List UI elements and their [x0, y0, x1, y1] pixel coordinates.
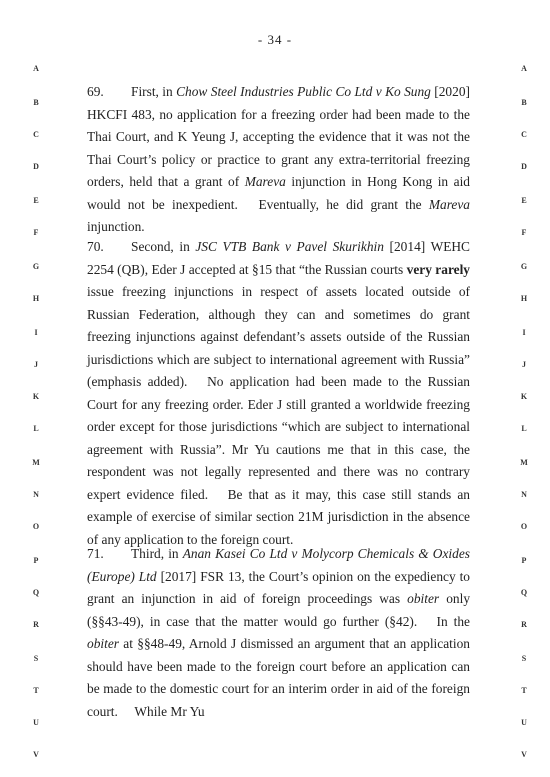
paragraph-text: injunction. — [87, 219, 145, 234]
right-margin-letter: U — [521, 718, 527, 727]
paragraph-text: [2014] WEHC 2254 (QB), Eder J accepted at §15 that “the Russian courts — [87, 239, 470, 277]
paragraph-number: 70. — [87, 239, 104, 254]
paragraph-text: injunction in Hong Kong in aid would not be inexpedient. Eventually, he did grant the — [87, 174, 470, 212]
case-name-italic: Chow Steel Industries Public Co Ltd v Ko Sung — [176, 84, 431, 99]
left-margin-letter: I — [34, 328, 38, 337]
case-name-italic: Anan Kasei Co Ltd v Molycorp Chemicals & Oxides (Europe) Ltd — [87, 546, 470, 584]
paragraph-71 — [87, 543, 470, 723]
left-margin-letter: S — [33, 654, 39, 663]
left-margin-letter: K — [32, 392, 40, 401]
case-name-italic: Mareva — [428, 196, 470, 212]
left-margin-letter: N — [33, 490, 39, 499]
case-name-italic: obiter — [407, 591, 440, 606]
paragraph-number: 71. — [87, 546, 104, 561]
right-margin-letter: E — [521, 196, 527, 205]
right-margin-letter: D — [521, 162, 527, 171]
paragraph-text: [2017] FSR 13, the Court’s opinion on the expediency to grant an injunction in aid of foreign proceedings was — [87, 568, 470, 606]
left-margin-letter: G — [32, 262, 40, 271]
left-margin-letter: P — [33, 556, 39, 565]
left-margin-letter: H — [32, 294, 40, 303]
left-margin-letter: A — [33, 64, 39, 73]
left-margin-letter: V — [33, 750, 39, 759]
left-margin-letter: L — [33, 424, 39, 433]
paragraph-text: Second, in — [131, 239, 196, 254]
right-margin-letter: J — [522, 360, 526, 369]
page-number: - 34 - — [257, 32, 293, 47]
paragraph-text: very rarely — [406, 261, 470, 277]
left-margin-letter: R — [33, 620, 39, 629]
right-margin-letter: F — [521, 228, 527, 237]
paragraph-text: only (§§43-49), in case that the matter would go further (§42). In the — [87, 591, 471, 629]
left-margin-letter: C — [33, 130, 39, 139]
right-margin-letter: I — [522, 328, 526, 337]
right-margin-letter: Q — [520, 588, 528, 597]
paragraph-69 — [87, 81, 470, 239]
left-margin-letter: Q — [32, 588, 40, 597]
right-margin-letter: O — [520, 522, 528, 531]
case-name-italic: obiter — [87, 636, 119, 651]
paragraph-number: 69. — [87, 84, 104, 99]
right-margin-letter: P — [521, 556, 527, 565]
paragraph-text: First, in — [131, 84, 177, 99]
paragraph-text: [2020] HKCFI 483, no application for a freezing order had been made to the Thai Court, and K Yeung J, accepting the evidence that it was not the Thai Court’s policy or practice to grant any extra-territorial freezing orders, held that a grant of — [87, 84, 470, 189]
right-margin-letter: S — [521, 654, 527, 663]
paragraph-text: at §§48-49, Arnold J dismissed an argument that an application should have been made to the foreign court before an application can be made to the domestic court for an interim order in aid of the foreign court. While Mr Yu — [87, 636, 470, 719]
right-margin-letter: L — [521, 424, 527, 433]
right-margin-letter: H — [520, 294, 528, 303]
left-margin-letters — [26, 0, 46, 777]
left-margin-letter: M — [32, 458, 40, 467]
right-margin-letter: K — [520, 392, 528, 401]
right-margin-letter: T — [521, 686, 527, 695]
right-margin-letter: R — [521, 620, 527, 629]
left-margin-letter: F — [33, 228, 39, 237]
paragraph-70 — [87, 236, 470, 551]
right-margin-letter: G — [520, 262, 528, 271]
right-margin-letter: B — [521, 98, 527, 107]
case-name-italic: Mareva — [244, 174, 286, 189]
left-margin-letter: D — [33, 162, 39, 171]
paragraph-text: Third, in — [131, 546, 183, 561]
paragraph-text: issue freezing injunctions in respect of assets located outside of Russian Federation, although they can and sometimes do grant freezing injunctions against defendant’s assets outside of the Russian jurisdictions which are subject to international agreement with Russia” (emphasis added). No application had been made to the Russian Court for any freezing order. Eder J still granted a worldwide freezing order except for those jurisdictions “which are subject to international agreement with Russia”. Mr Yu cautions me that in this case, the respondent was not legally represented and there was no contrary expert evidence filed. Be that as it may, this case still stands an example of exercise of similar section 21M jurisdiction in the absence of any application to the foreign court. — [87, 284, 470, 547]
left-margin-letter: J — [34, 360, 38, 369]
right-margin-letter: C — [521, 130, 527, 139]
left-margin-letter: O — [32, 522, 40, 531]
right-margin-letter: N — [521, 490, 527, 499]
case-name-italic: JSC VTB Bank v Pavel Skurikhin — [195, 239, 384, 254]
left-margin-letter: E — [33, 196, 39, 205]
left-margin-letter: B — [33, 98, 39, 107]
right-margin-letter: A — [521, 64, 527, 73]
right-margin-letter: V — [521, 750, 527, 759]
left-margin-letter: T — [33, 686, 39, 695]
right-margin-letters — [514, 0, 534, 777]
left-margin-letter: U — [33, 718, 39, 727]
right-margin-letter: M — [520, 458, 528, 467]
